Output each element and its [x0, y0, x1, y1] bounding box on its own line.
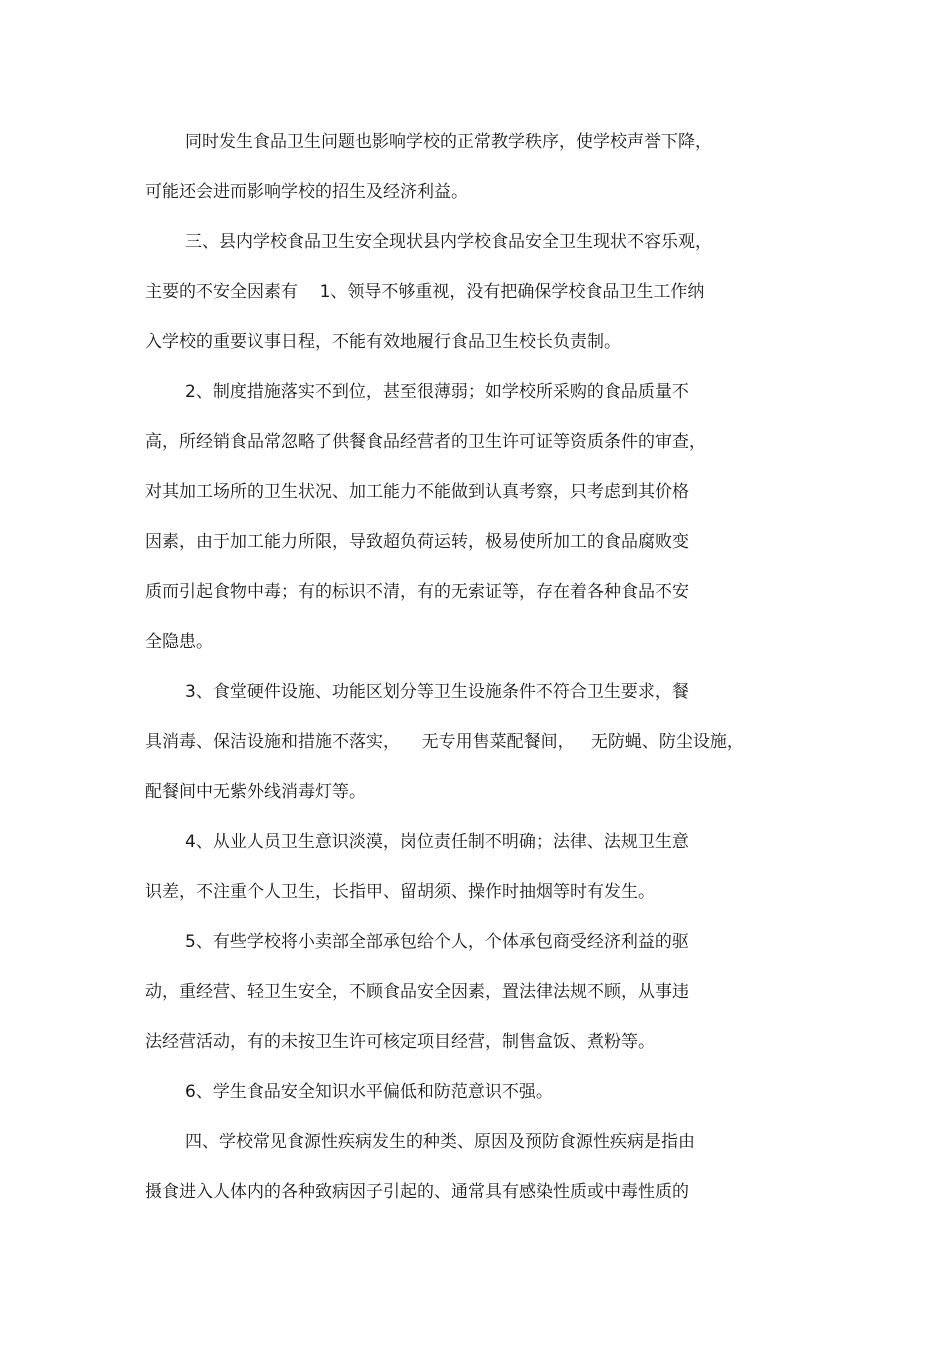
text-line-19: 法经营活动，有的未按卫生许可核定项目经营，制售盒饭、煮粉等。: [145, 1032, 655, 1052]
text-line-6: 2、制度措施落实不到位，甚至很薄弱；如学校所采购的食品质量不: [185, 382, 689, 402]
text-line-7: 高，所经销食品常忽略了供餐食品经营者的卫生许可证等资质条件的审查，: [145, 432, 706, 452]
text-line-10: 质而引起食物中毒；有的标识不清，有的无索证等，存在着各种食品不安: [145, 582, 689, 602]
text-line-1: 同时发生食品卫生问题也影响学校的正常教学秩序，使学校声誉下降，: [185, 132, 712, 152]
text-line-21: 四、学校常见食源性疾病发生的种类、原因及预防食源性疾病是指由: [185, 1132, 695, 1152]
text-line-9: 因素，由于加工能力所限，导致超负荷运转，极易使所加工的食品腐败变: [145, 532, 689, 552]
text-line-4: 主要的不安全因素有 1、领导不够重视，没有把确保学校食品卫生工作纳: [145, 282, 705, 302]
text-line-20: 6、学生食品安全知识水平偏低和防范意识不强。: [185, 1082, 553, 1102]
text-line-2: 可能还会进而影响学校的招生及经济利益。: [145, 182, 468, 202]
text-line-15: 4、从业人员卫生意识淡漠，岗位责任制不明确；法律、法规卫生意: [185, 832, 689, 852]
text-line-13: 具消毒、保洁设施和措施不落实， 无专用售菜配餐间， 无防蝇、防尘设施，: [145, 732, 744, 752]
text-line-3: 三、县内学校食品卫生安全现状县内学校食品安全卫生现状不容乐观，: [185, 232, 712, 252]
text-line-16: 识差，不注重个人卫生，长指甲、留胡须、操作时抽烟等时有发生。: [145, 882, 655, 902]
text-line-11: 全隐患。: [145, 632, 213, 652]
text-line-8: 对其加工场所的卫生状况、加工能力不能做到认真考察，只考虑到其价格: [145, 482, 689, 502]
text-line-14: 配餐间中无紫外线消毒灯等。: [145, 782, 366, 802]
text-line-17: 5、有些学校将小卖部全部承包给个人，个体承包商受经济利益的驱: [185, 932, 689, 952]
text-line-18: 动，重经营、轻卫生安全，不顾食品安全因素，置法律法规不顾，从事违: [145, 982, 689, 1002]
text-line-5: 入学校的重要议事日程，不能有效地履行食品卫生校长负责制。: [145, 332, 621, 352]
text-line-22: 摄食进入人体内的各种致病因子引起的、通常具有感染性质或中毒性质的: [145, 1182, 689, 1202]
text-line-12: 3、食堂硬件设施、功能区划分等卫生设施条件不符合卫生要求，餐: [185, 682, 689, 702]
